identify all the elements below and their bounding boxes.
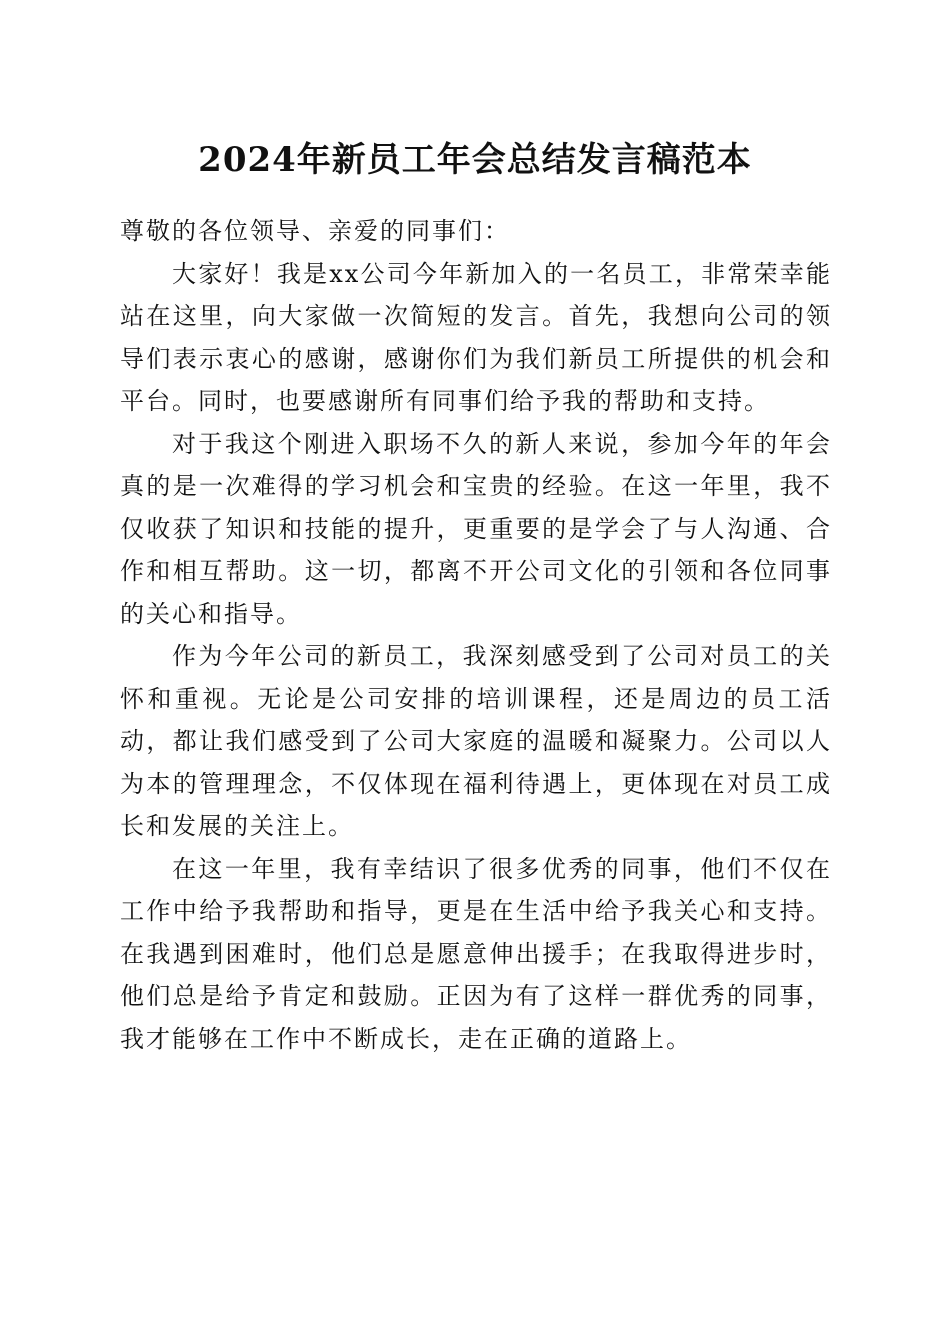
salutation: 尊敬的各位领导、亲爱的同事们： bbox=[120, 217, 510, 245]
paragraph-1: 大家好！我是xx公司今年新加入的一名员工，非常荣幸能站在这里，向大家做一次简短的发言。首先，我想向公司的领导们表示衷心的感谢，感谢你们为我们新员工所提供的机会和平台。同时，也要感谢所有同事们给予我的帮助和支持。 bbox=[120, 259, 832, 415]
paragraph-3: 作为今年公司的新员工，我深刻感受到了公司对员工的关怀和重视。无论是公司安排的培训课程，还是周边的员工活动，都让我们感受到了公司大家庭的温暖和凝聚力。公司以人为本的管理理念，不仅体现在福利待遇上，更体现在对员工成长和发展的关注上。 bbox=[120, 642, 832, 840]
document-body bbox=[120, 210, 832, 1060]
paragraph-4: 在这一年里，我有幸结识了很多优秀的同事，他们不仅在工作中给予我帮助和指导，更是在生活中给予我关心和支持。在我遇到困难时，他们总是愿意伸出援手；在我取得进步时，他们总是给予肯定和鼓励。正因为有了这样一群优秀的同事，我才能够在工作中不断成长，走在正确的道路上。 bbox=[120, 854, 832, 1053]
paragraph-2: 对于我这个刚进入职场不久的新人来说，参加今年的年会真的是一次难得的学习机会和宝贵的经验。在这一年里，我不仅收获了知识和技能的提升，更重要的是学会了与人沟通、合作和相互帮助。这一切，都离不开公司文化的引领和各位同事的关心和指导。 bbox=[120, 429, 832, 628]
document-title: 2024年新员工年会总结发言稿范本 bbox=[198, 140, 752, 180]
